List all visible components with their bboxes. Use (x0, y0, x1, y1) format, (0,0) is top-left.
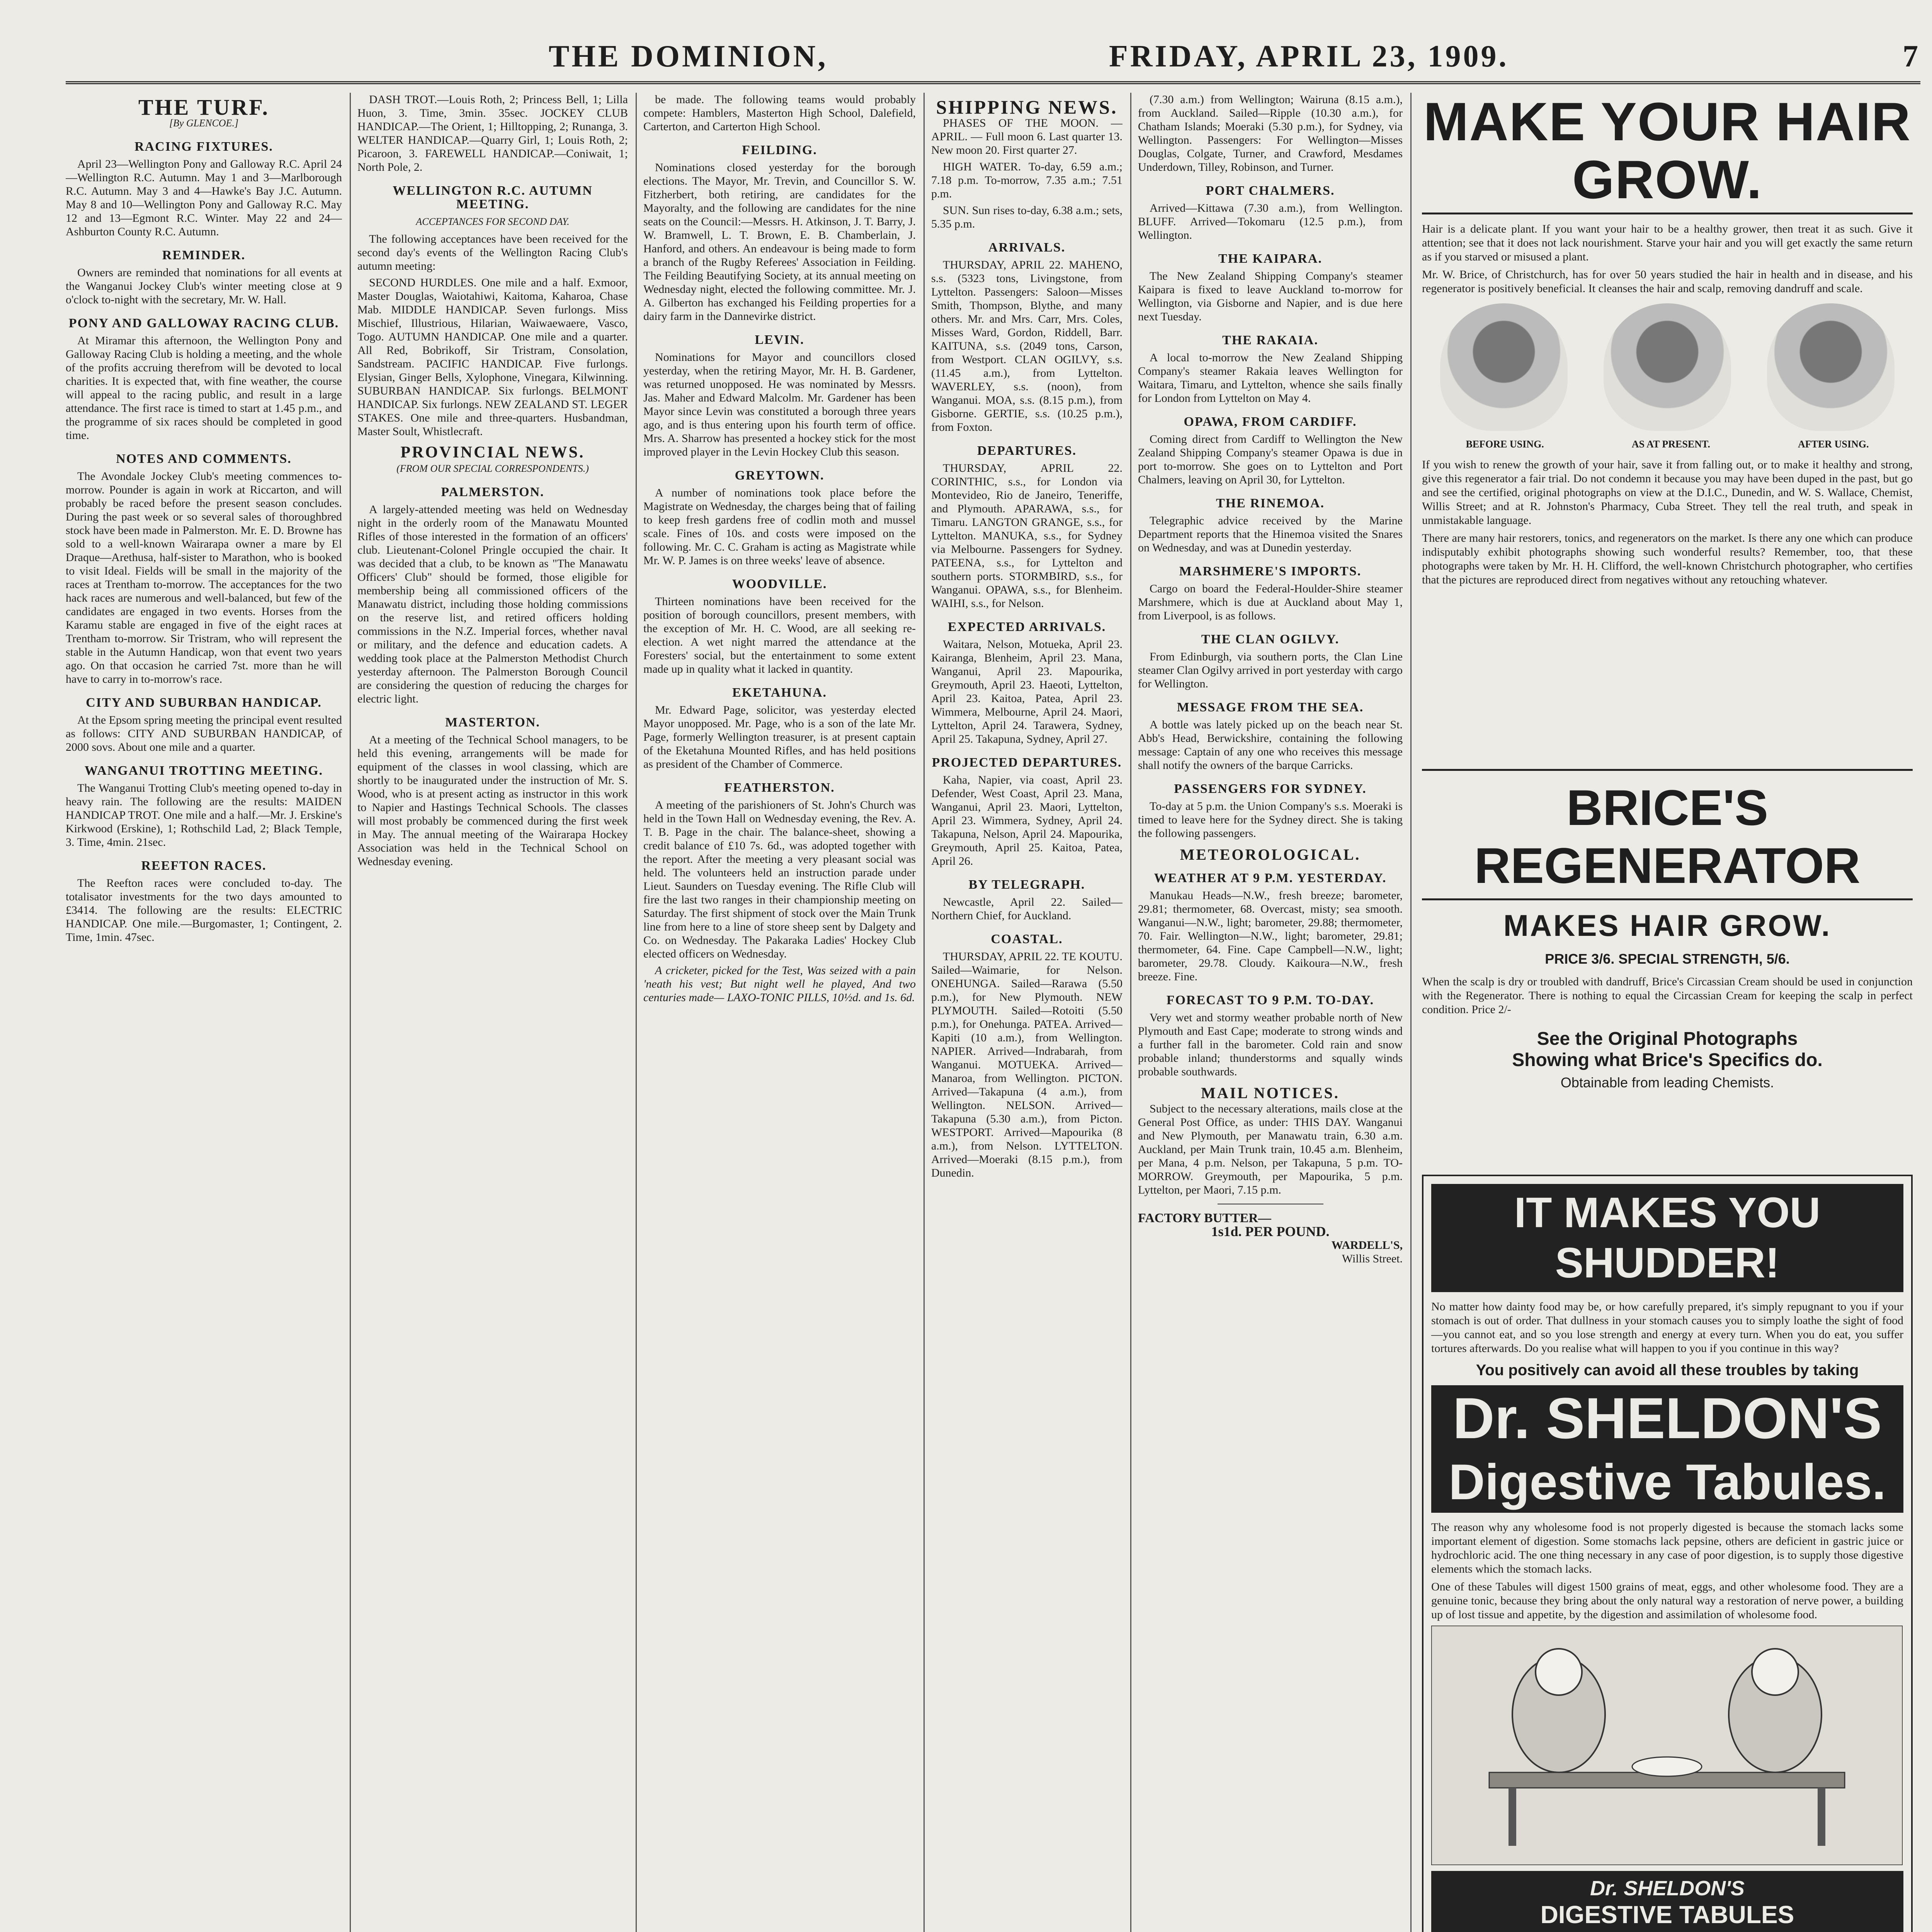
subheading: WEATHER AT 9 P.M. YESTERDAY. (1154, 871, 1387, 885)
section-heading: SHIPPING NEWS. (936, 96, 1118, 118)
paragraph: HIGH WATER. To-day, 6.59 a.m.; 7.18 p.m. To-morrow, 7.35 a.m.; 7.51 p.m. (931, 160, 1122, 200)
column-rule (1130, 93, 1131, 1932)
subheading: WANGANUI TROTTING MEETING. (84, 764, 323, 778)
paragraph: Kaha, Napier, via coast, April 23. Defender, West Coast, April 23. Mana, Wanganui, April 23. Maori, Lyttelton, April 23. Wimmera, Sydney, April 24. Takapuna, Nelson, April 24. Mapourika, Greymouth, April 25. Kaitoa, Patea, April 26. (931, 774, 1122, 867)
paragraph: To-day at 5 p.m. the Union Company's s.s. Moeraki is timed to leave here for the Sydney direct. She is taking the following passengers. (1138, 800, 1403, 840)
portrait-present-photo (1604, 303, 1731, 431)
paragraph: No matter how dainty food may be, or how carefully prepared, it's simply repugnant to you if your stomach is out of order. That dullness in your stomach causes you to simply loathe the sight of food—you cannot eat, and so you lose strength and energy at every turn. When you do eat, you suffer tortures afterwards. Do you realise what will happen to you if you continue in this way? (1431, 1300, 1903, 1355)
column-provincial (643, 93, 916, 1932)
paragraph: Cargo on board the Federal-Houlder-Shire steamer Marshmere, which is due at Auckland about May 1, from Liverpool, is as follows. (1138, 582, 1403, 622)
advert-price: PRICE 3/6. SPECIAL STRENGTH, 5/6. (1545, 951, 1790, 967)
subheading: WELLINGTON R.C. AUTUMN MEETING. (393, 184, 593, 211)
byline: [By GLENCOE.] (169, 117, 239, 129)
advert-note: Obtainable from leading Chemists. (1560, 1075, 1774, 1090)
brand-name: Dr. SHELDON'S (1431, 1385, 1903, 1451)
paragraph: At the Epsom spring meeting the principal event resulted as follows: CITY AND SUBURBAN HANDICAP, of 2000 sovs. About one mile and a quarter. (66, 714, 342, 753)
paragraph: A meeting of the parishioners of St. John's Church was held in the Town Hall on Wednesday evening, the Rev. A. T. B. Page in the chair. The balance-sheet, showing a credit balance of £10 7s. 6d., was adopted together with the report. After the meeting a very pleasant social was held. The volunteers held an instruction parade under Lieut. Saunders on Tuesday evening. The Rifle Club will fire the last two ranges in their championship meeting on Saturday. The first shipment of stock over the Main Trunk line from here to a line of store sheep sent by Dalgety and Co. on Wednesday. The Pakaraka Ladies' Hockey Club elected officers on Wednesday. (643, 799, 916, 960)
subheading: PALMERSTON. (441, 485, 544, 499)
butter-advert-street: Willis Street. (1342, 1252, 1403, 1265)
paragraph: Manukau Heads—N.W., fresh breeze; barometer, 29.81; thermometer, 68. Overcast, misty; sea smooth. Wanganui—N.W., light; barometer, 29.88; thermometer, 70. Fair. Wellington—N.W., light; barometer, 29.81; thermometer, 64. Fine. Cape Campbell—N.W., light; barometer, 29.78. Cloudy. Kaikoura—N.W., fresh breeze. Fine. (1138, 889, 1403, 983)
column-racing-provincial (357, 93, 628, 1932)
subheading: EKETAHUNA. (732, 685, 827, 700)
paragraph: A number of nominations took place before the Magistrate on Wednesday, the charges being that of failing to keep fresh gardens free of codlin moth and mussel scale. Fines of 10s. and costs were imposed on the following. Mr. C. C. Graham is acting as Magistrate while Mr. W. P. James is on three weeks' leave of absence. (643, 486, 916, 567)
subheading: REMINDER. (162, 248, 246, 262)
section-heading: MAIL NOTICES. (1201, 1084, 1340, 1102)
paragraph: Telegraphic advice received by the Marine Department reports that the Hinemoa visited the Snares on Wednesday, and was at Dunedin yesterday. (1138, 514, 1403, 554)
subheading: MESSAGE FROM THE SEA. (1177, 700, 1364, 714)
portrait-captions (1422, 439, 1913, 450)
advert-headline: IT MAKES YOU SHUDDER! (1431, 1184, 1903, 1292)
paragraph: A bottle was lately picked up on the beach near St. Abb's Head, Berwickshire, containing the following message: Captain of any one who receives this message shall notify the owners of the barque Carricks. (1138, 718, 1403, 772)
advert-headline: BRICE'S REGENERATOR (1422, 779, 1913, 900)
subheading: REEFTON RACES. (141, 859, 267, 873)
caption-before: BEFORE USING. (1466, 439, 1544, 450)
butter-advert-seller: WARDELL'S, (1331, 1239, 1403, 1252)
subheading: ACCEPTANCES FOR SECOND DAY. (416, 216, 570, 227)
paragraph: There are many hair restorers, tonics, and regenerators on the market. Is there any one which can produce indisputably exhibit photographs showing such wonderful results? Remember, too, that these photographs were taken by Mr. H. H. Clifford, the well-known Christchurch photographer, who certifies that the pictures are reproduced direct from negatives without any retouching whatever. (1422, 532, 1913, 586)
paragraph: (7.30 a.m.) from Wellington; Wairuna (8.15 a.m.), from Auckland. Sailed—Ripple (10.30 a.m.), for Chatham Islands; Moeraki (5.30 p.m.), for Sydney, via Wellington. Passengers: For Wellington—Misses Douglas, Colgate, Turner, and Crawford, Mesdames Underdown, Tilley, Robinson, and Turner. (1138, 93, 1403, 173)
portrait-photos (1422, 303, 1913, 431)
advert-headline: MAKE YOUR HAIR GROW. (1422, 93, 1913, 214)
paragraph: A local to-morrow the New Zealand Shipping Company's steamer Rakaia leaves Wellington for Waitara, Timaru, and Lyttelton, whence she sails finally for London from Lyttelton on May 4. (1138, 351, 1403, 405)
caption-after: AFTER USING. (1798, 439, 1869, 450)
byline: (FROM OUR SPECIAL CORRESPONDENTS.) (396, 463, 589, 474)
subheading: PONY AND GALLOWAY RACING CLUB. (68, 316, 339, 330)
advert-callout: You positively can avoid all these troubles by taking (1476, 1362, 1859, 1379)
paragraph: The Wanganui Trotting Club's meeting opened to-day in heavy rain. The following are the results: MAIDEN HANDICAP TROT. One mile and a half.—Mr. J. Erskine's Kirkwood (Erskine), 1; Rothschild Lad, 2; Black Temple, 3. Time, 4min. 21sec. (66, 782, 342, 849)
paragraph: At a meeting of the Technical School managers, to be held this evening, arrangements will be made for equipment of the classes in wool classing, which are shortly to be inaugurated under the instruction of Mr. S. Wood, who is at present acting as instructor in this work to Napier and Hastings Technical Schools. The classes will most probably be commenced during the first week in May. The annual meeting of the Wairarapa Hockey Association was held in the Technical School on Wednesday evening. (357, 733, 628, 868)
subheading: FORECAST TO 9 P.M. TO-DAY. (1166, 993, 1374, 1007)
paragraph: At Miramar this afternoon, the Wellington Pony and Galloway Racing Club is holding a meeting, and the whole of the profits accruing therefrom will be devoted to local charities. It is expected that, with fine weather, the course will appeal to the racing public, and result in a large attendance. The first race is timed to start at 1.45 p.m., and the programme of six races should be completed in good time. (66, 334, 342, 442)
subheading: EXPECTED ARRIVALS. (947, 620, 1106, 634)
paragraph: April 23—Wellington Pony and Galloway R.C. April 24—Wellington R.C. Autumn. May 1 and 3—Marlborough R.C. Autumn. May 3 and 4—Hawke's Bay J.C. Autumn. May 8 and 10—Wellington Pony and Galloway R.C. May 12 and 13—Egmont R.C. Winter. May 22 and 24—Ashburton County R.C. Autumn. (66, 158, 342, 238)
subheading: COASTAL. (991, 932, 1063, 946)
paragraph: Subject to the necessary alterations, mails close at the General Post Office, as under: THIS DAY. Wanganui and New Plymouth, per Manawatu train, 6.30 a.m. Auckland, per Main Trunk train, 10.45 a.m. Blenheim, per Mana, 4 p.m. Nelson, per Takapuna, 5 p.m. TO-MORROW. Greymouth, per Mapourika, 5 p.m. Lyttelton, per Maori, 7.15 p.m. (1138, 1102, 1403, 1196)
paragraph: THURSDAY, APRIL 22. MAHENO, s.s. (5323 tons, Livingstone, from Lyttelton. Passengers: Saloon—Misses Smith, Thompson, Blythe, and many others. Mr. and Mrs. Carr, Mrs. Coles, Misses Ward, Gordon, Riddell, Barr. KAITUNA, s.s. (2049 tons, Carson, from Westport. CLAN OGILVY, s.s. (11.45 a.m.), from Lyttelton. WAVERLEY, s.s. (noon), from Wanganui. MOA, s.s. (8.15 p.m.), from Gisborne. GERTIE, s.s. (10.25 p.m.), from Foxton. (931, 259, 1122, 434)
label-product: DIGESTIVE TABULES (1540, 1901, 1794, 1929)
paragraph: THURSDAY, APRIL 22. TE KOUTU. Sailed—Waimarie, for Nelson. ONEHUNGA. Sailed—Rarawa (5.50 p.m.), for New Plymouth. NEW PLYMOUTH. Sailed—Rotoiti (5.50 p.m.), for Onehunga. PATEA. Arrived—Kapiti (10 a.m.), from Wellington. NAPIER. Arrived—Indrabarah, from Wanganui. MOTUEKA. Arrived—Manaroa, from Wellington. PICTON. Arrived—Takapuna (4 a.m.), from Wellington. NELSON. Arrived—Takapuna (5.30 a.m.), from Picton. WESTPORT. Arrived—Mapourika (8 a.m.), from Nelson. LYTTELTON. Arrived—Moeraki (8.15 p.m.), from Dunedin. (931, 950, 1122, 1179)
butter-advert-price: 1s1d. PER POUND. (1211, 1224, 1330, 1239)
label-brand: Dr. SHELDON'S (1590, 1877, 1745, 1900)
paragraph: SUN. Sun rises to-day, 6.38 a.m.; sets, 5.35 p.m. (931, 204, 1122, 230)
column-rule (923, 93, 925, 1932)
paragraph: Mr. W. Brice, of Christchurch, has for over 50 years studied the hair in health and in disease, and his regenerator is positively beneficial. It cleanses the hair and scalp, removing dandruff and scale. (1422, 268, 1913, 295)
subheading: MASTERTON. (445, 715, 540, 730)
column-rule (636, 93, 637, 1932)
dining-illustration (1431, 1626, 1903, 1865)
subheading: PASSENGERS FOR SYDNEY. (1174, 782, 1367, 796)
subheading: DEPARTURES. (977, 444, 1077, 458)
paragraph: SECOND HURDLES. One mile and a half. Exmoor, Master Douglas, Waiotahiwi, Kaitoma, Kaharoa, Chase Mab. MIDDLE HANDICAP. Seven furlongs. Miss Mischief, Illustrious, Hilarian, Waiwaewaere, Vasco, Togo. AUTUMN HANDICAP. One mile and a quarter. All Red, Bobrikoff, Sir Tristram, Consolation, Sandstream. PACIFIC HANDICAP. Five furlongs. Elysian, Ginger Bells, Xylophone, Vinegara, Kilwinning. SUBURBAN HANDICAP. Six furlongs. BELMONT HANDICAP. Six furlongs. NEW ZEALAND ST. LEGER STAKES. One mile and three-quarters. Husbandman, Master Soult, Whistlecraft. (357, 276, 628, 438)
column-turf (66, 93, 342, 1932)
column-rule (1410, 93, 1412, 1932)
paragraph: Newcastle, April 22. Sailed—Northern Chief, for Auckland. (931, 896, 1122, 922)
subheading: THE CLAN OGILVY. (1201, 632, 1340, 646)
section-heading: THE TURF. (138, 95, 269, 120)
section-heading: PROVINCIAL NEWS. (400, 444, 585, 461)
column-shipping (931, 93, 1122, 1932)
paragraph: THURSDAY, APRIL 22. CORINTHIC, s.s., for London via Montevideo, Rio de Janeiro, Teneriffe, and Plymouth. APARAWA, s.s., for Timaru. LANGTON GRANGE, s.s., for Lyttelton. MANUKA, s.s., for Sydney via Melbourne. Passengers for Sydney. PATEENA, s.s., for Lyttelton and southern ports. STORMBIRD, s.s., for Wanganui. OPAWA, s.s., for Blenheim. WAIHI, s.s., for Nelson. (931, 462, 1122, 610)
subheading: THE RINEMOA. (1216, 496, 1325, 510)
paragraph: Very wet and stormy weather probable north of New Plymouth and East Cape; moderate to strong winds and a further fall in the barometer. Cold rain and snow probable inland; thunderstorms and squally winds probable southwards. (1138, 1011, 1403, 1078)
paragraph: The following acceptances have been received for the second day's events of the Wellington Racing Club's autumn meeting: (357, 233, 628, 272)
masthead (66, 23, 1920, 84)
subheading: PROJECTED DEPARTURES. (932, 755, 1122, 770)
paragraph: Arrived—Kittawa (7.30 a.m.), from Wellington. BLUFF. Arrived—Tokomaru (12.5 p.m.), from Wellington. (1138, 202, 1403, 242)
portrait-before-photo (1440, 303, 1568, 431)
paragraph: Thirteen nominations have been received for the position of borough councillors, present members, with the exception of Mr. H. C. Wood, are all seeking re-election. A wet night marred the attendance at the Foresters' social, but the entertainment to some extent made up in quality what it lacked in quantity. (643, 595, 916, 675)
issue-date: FRIDAY, APRIL 23, 1909. (1109, 39, 1509, 73)
hair-grow-advert (1422, 93, 1913, 757)
paragraph: A largely-attended meeting was held on Wednesday night in the orderly room of the Manawatu Mounted Rifles of those interested in the formation of an officers' club. Lieutenant-Colonel Pringle occupied the chair. It was decided that a club, to be known as "The Manawatu Officers' Club" should be formed, those eligible for membership being all commissioned officers of the Manawatu district, including those holding commissions on the reserve list, and retired officers holding commissions in the N.Z. Imperial forces, whether naval or military, and the defence and education cadets. A wedding took place at the Palmerston Methodist Church yesterday afternoon. The Palmerston Borough Council are considering the question of reducing the charges for electric light. (357, 503, 628, 705)
page-number: 7 (1903, 39, 1920, 73)
paragraph: Owners are reminded that nominations for all events at the Wanganui Jockey Club's winter meeting close at 9 o'clock to-night with the secretary, Mr. W. Hall. (66, 266, 342, 306)
subheading: ARRIVALS. (988, 240, 1066, 255)
brand-product: Digestive Tabules. (1431, 1451, 1903, 1513)
subheading: THE RAKAIA. (1222, 333, 1318, 347)
butter-advert-title: FACTORY BUTTER— (1138, 1211, 1271, 1225)
paragraph: The reason why any wholesome food is not properly digested is because the stomach lacks some important element of digestion. Some stomachs lack pepsine, others are deficient in gastric juice or hydrochloric acid. The one thing necessary in any case of poor digestion, is to supply those digestive elements which the stomach lacks. (1431, 1521, 1903, 1575)
subheading: CITY AND SUBURBAN HANDICAP. (86, 696, 322, 710)
advert-subheadline: MAKES HAIR GROW. (1503, 908, 1832, 942)
paragraph: Waitara, Nelson, Motueka, April 23. Kairanga, Blenheim, April 23. Mana, Wanganui, April 23. Mapourika, Greymouth, April 23. Haeoti, Lyttelton, April 23. Kaitoa, Patea, April 23. Wimmera, Melbourne, April 24. Maori, Lyttelton, April 24. Tarawera, Sydney, April 25. Takapuna, Sydney, April 27. (931, 638, 1122, 745)
column-shipping-notes (1138, 93, 1403, 1932)
column-rule (350, 93, 351, 1932)
section-heading: METEOROLOGICAL. (1180, 846, 1361, 863)
subheading: WOODVILLE. (732, 577, 827, 591)
paragraph: The Avondale Jockey Club's meeting commences to-morrow. Pounder is again in work at Riccarton, and will probably be raced before the present season concludes. During the past week or so several sales of thoroughbred stock have been made in Palmerston. Mr. E. D. Browne has sold to a well-known Wairarapa owner a mare by El Draque—Arethusa, half-sister to Marathon, who is booked to visit Ideal. Fields will be small in the majority of the races at Trentham to-morrow. The acceptances for the two hack races are numerous and well-balanced, but few of the candidates are engaged in two events. Horses from the Karamu stable are engaged in five of the eight races at Trentham to-morrow. Sir Tristram, who will represent the stable in the Autumn Handicap, won that event two years ago. On that occasion he carried 7st. more than he will have to carry in to-morrow's race. (66, 470, 342, 685)
paragraph: be made. The following teams would probably compete: Hamblers, Masterton High School, Dalefield, Carterton, and Carterton High School. (643, 93, 916, 133)
subheading: GREYTOWN. (735, 468, 825, 483)
paragraph: Nominations closed yesterday for the borough elections. The Mayor, Mr. Trevin, and Councillor S. W. Fitzherbert, both retiring, are candidates for the Mayoralty, and the following are candidates for the nine seats on the Council:—Messrs. H. Atkinson, J. T. Barry, J. W. Bramwell, L. T. Brown, E. B. Chamberlain, J. Hanford, and others. An endeavour is being made to form a branch of the Rugby Referees' Association in Feilding. The Feilding Beautifying Society, at its annual meeting on Wednesday night, elected the following committee. Mr. J. A. Gilberton has exchanged his Feilding properties for a dairy farm in the Dannevirke district. (643, 161, 916, 323)
paragraph: Mr. Edward Page, solicitor, was yesterday elected Mayor unopposed. Mr. Page, who is a son of the late Mr. Page, formerly Wellington treasurer, is at present captain of the Eketahuna Mounted Rifles, and has held positions as president of the Chamber of Commerce. (643, 704, 916, 770)
subheading: RACING FIXTURES. (134, 139, 273, 154)
caption-present: AS AT PRESENT. (1631, 439, 1710, 450)
portrait-after-photo (1767, 303, 1895, 431)
paragraph: Hair is a delicate plant. If you want your hair to be a healthy grower, then treat it as such. Give it attention; see that it does not lack nourishment. Starve your hair and you will get exactly the same return as if you starved or misused a plant. (1422, 223, 1913, 263)
subheading: FEILDING. (742, 143, 817, 157)
subheading: BY TELEGRAPH. (968, 878, 1085, 892)
paragraph: From Edinburgh, via southern ports, the Clan Line steamer Clan Ogilvy arrived in port yesterday with cargo for Wellington. (1138, 650, 1403, 690)
advert-callout: See the Original Photographs (1537, 1029, 1798, 1049)
advert-callout: Showing what Brice's Specifics do. (1512, 1050, 1823, 1070)
advert-border (1422, 1175, 1913, 1932)
paragraph: PHASES OF THE MOON. — APRIL. — Full moon 6. Last quarter 13. New moon 20. First quarter 27. (931, 117, 1122, 156)
verse-advert: A cricketer, picked for the Test, Was seized with a pain 'neath his vest; But night well he played, And two centuries made— LAXO-TONIC PILLS, 10½d. and 1s. 6d. (643, 964, 916, 1004)
paragraph: Coming direct from Cardiff to Wellington the New Zealand Shipping Company's steamer Opawa is due in port to-morrow. She goes on to Lyttelton and Port Chalmers, leaving on April 30, for Lyttelton. (1138, 433, 1403, 486)
paragraph: One of these Tabules will digest 1500 grains of meat, eggs, and other wholesome food. They are a genuine tonic, because they bring about the only natural way a restoration of nerve power, a building up of lost tissue and appetite, by the digestion and assimilation of wholesome food. (1431, 1580, 1903, 1621)
subheading: THE KAIPARA. (1218, 252, 1322, 266)
paragraph: The Reefton races were concluded to-day. The totalisator investments for the two days amounted to £3414. The following are the results: ELECTRIC HANDICAP. One mile.—Burgomaster, 1; Contingent, 2. Time, 1min. 47sec. (66, 877, 342, 944)
subheading: LEVIN. (755, 333, 804, 347)
paragraph: DASH TROT.—Louis Roth, 2; Princess Bell, 1; Lilla Huon, 3. Time, 3min. 35sec. JOCKEY CLUB HANDICAP.—The Orient, 1; Hilltopping, 2; Runanga, 3. WELTER HANDICAP.—Quarry Girl, 1; Louis Roth, 2; Picaroon, 3. FAREWELL HANDICAP.—Coniwait, 1; North Pole, 2. (357, 93, 628, 173)
paragraph: When the scalp is dry or troubled with dandruff, Brice's Circassian Cream should be used in conjunction with the Regenerator. There is nothing to equal the Circassian Cream for keeping the scalp in perfect condition. Price 2/- (1422, 975, 1913, 1016)
paragraph: If you wish to renew the growth of your hair, save it from falling out, or to make it healthy and strong, give this regenerator a fair trial. Do not condemn it because you may have been duped in the past, but go and see the certified, original photographs on view at the D.I.C., Dunedin, and W. S. Wallace, Chemist, Willis Street; and at R. Johnston's Pharmacy, Cuba Street. They tell the real truth, and speak in unmistakable language. (1422, 458, 1913, 527)
subheading: OPAWA, FROM CARDIFF. (1184, 415, 1357, 429)
subheading: PORT CHALMERS. (1206, 184, 1335, 198)
subheading: NOTES AND COMMENTS. (116, 452, 292, 466)
sheldons-tabules-advert (1422, 1175, 1913, 1932)
product-label (1431, 1871, 1903, 1932)
paragraph: Nominations for Mayor and councillors closed yesterday, when the retiring Mayor, Mr. H. B. Gardener, was returned unopposed. He was nominated by Messrs. Jas. Maher and Edward Malcolm. Mr. Gardener has been Mayor since Levin was constituted a borough three years ago, and is thus entering upon his fourth term of office. Mrs. A. Sharrow has presented a hockey stick for the most improved player in the Levin Hockey Club this season. (643, 351, 916, 458)
subheading: MARSHMERE'S IMPORTS. (1179, 564, 1362, 578)
newspaper-title: THE DOMINION, (549, 39, 828, 73)
paragraph: The New Zealand Shipping Company's steamer Kaipara is fixed to leave Auckland to-morrow for Wellington, via Gisborne and Napier, and is due here next Tuesday. (1138, 270, 1403, 323)
subheading: FEATHERSTON. (724, 781, 835, 795)
brices-regenerator-advert (1422, 769, 1913, 1161)
